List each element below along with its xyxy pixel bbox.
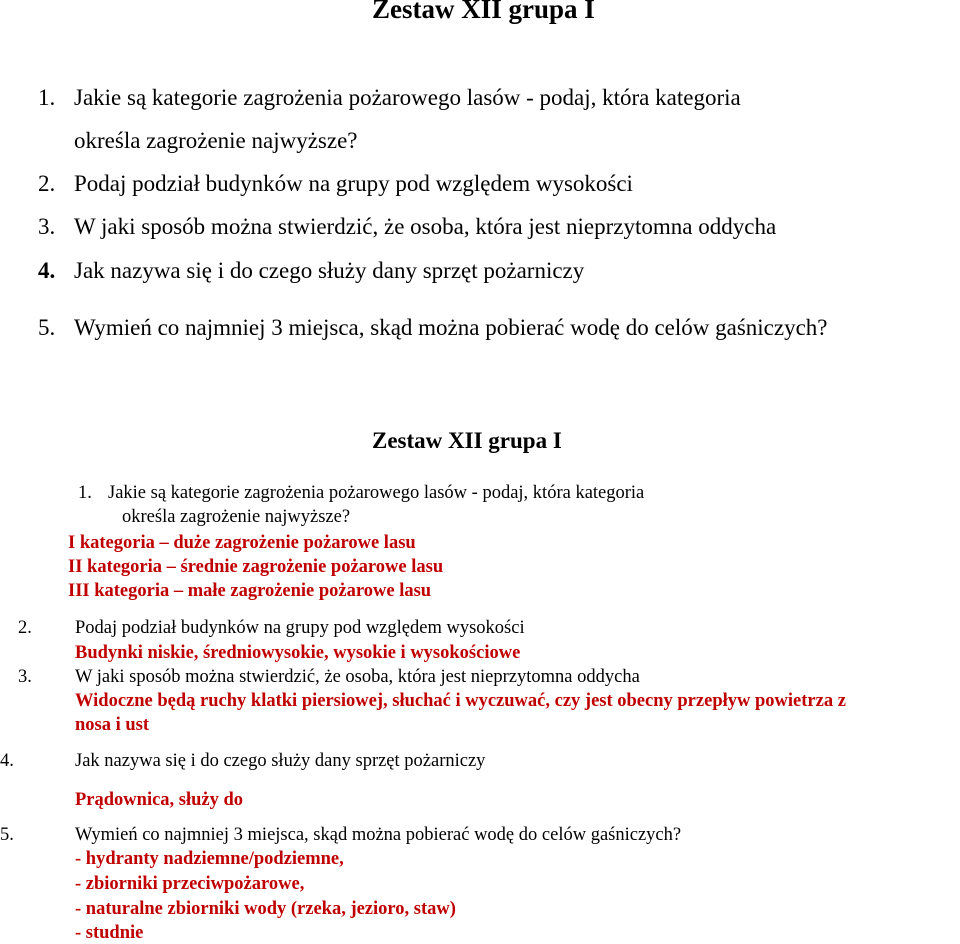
answer-1-line-1: I kategoria – duże zagrożenie pożarowe lasu xyxy=(68,533,416,553)
top-question-4-text: Jak nazywa się i do czego służy dany sprzęt pożarniczy xyxy=(74,258,585,283)
top-question-2-number: 2. xyxy=(38,171,56,196)
bottom-question-4-number: 4. xyxy=(0,751,14,771)
bottom-question-2-text: Podaj podział budynków na grupy pod względem wysokości xyxy=(75,618,525,638)
answer-1-line-2: II kategoria – średnie zagrożenie pożarowe lasu xyxy=(68,557,444,577)
bottom-question-5 xyxy=(0,826,681,845)
answer-5-line-1: - hydranty nadziemne/podziemne, xyxy=(75,849,344,869)
top-question-5-number: 5. xyxy=(38,315,56,340)
bottom-question-2 xyxy=(18,619,525,638)
top-question-2 xyxy=(38,172,633,195)
answer-4: Prądownica, służy do xyxy=(75,790,244,810)
top-question-2-text: Podaj podział budynków na grupy pod względem wysokości xyxy=(74,171,633,196)
bottom-question-2-number: 2. xyxy=(18,618,32,638)
bottom-question-1-number: 1. xyxy=(78,483,92,503)
top-question-1-number: 1. xyxy=(38,85,56,110)
bottom-question-4-text: Jak nazywa się i do czego służy dany sprzęt pożarniczy xyxy=(75,751,486,771)
bottom-question-3-number: 3. xyxy=(18,667,32,687)
answer-5-line-3: - naturalne zbiorniki wody (rzeka, jezioro, staw) xyxy=(75,899,456,919)
bottom-question-3 xyxy=(18,668,640,687)
top-title: Zestaw XII grupa I xyxy=(372,0,595,24)
top-question-3 xyxy=(38,215,776,238)
bottom-question-1-continuation: określa zagrożenie najwyższe? xyxy=(122,507,351,527)
top-question-1-continuation: określa zagrożenie najwyższe? xyxy=(74,128,358,153)
answer-5-line-2: - zbiorniki przeciwpożarowe, xyxy=(75,874,305,894)
top-question-4 xyxy=(38,259,584,282)
bottom-question-4 xyxy=(0,752,485,771)
answer-2: Budynki niskie, średniowysokie, wysokie i wysokościowe xyxy=(75,643,521,663)
bottom-question-1-text: Jakie są kategorie zagrożenia pożarowego lasów - podaj, która kategoria xyxy=(108,483,645,503)
answer-3-line-2: nosa i ust xyxy=(75,715,150,735)
answer-3-line-1: Widoczne będą ruchy klatki piersiowej, słuchać i wyczuwać, czy jest obecny przepływ powietrza z xyxy=(75,691,846,711)
bottom-question-5-text: Wymień co najmniej 3 miejsca, skąd można pobierać wodę do celów gaśniczych? xyxy=(75,825,682,845)
top-question-4-number: 4. xyxy=(38,258,56,283)
bottom-question-5-number: 5. xyxy=(0,825,14,845)
top-question-1 xyxy=(38,86,741,109)
bottom-title: Zestaw XII grupa I xyxy=(372,428,562,453)
answer-5-line-4: - studnie xyxy=(75,923,144,943)
answer-1-line-3: III kategoria – małe zagrożenie pożarowe lasu xyxy=(68,581,432,601)
bottom-question-1 xyxy=(78,484,644,503)
top-question-1-text: Jakie są kategorie zagrożenia pożarowego lasów - podaj, która kategoria xyxy=(74,85,741,110)
top-question-5 xyxy=(38,316,828,339)
top-question-3-text: W jaki sposób można stwierdzić, że osoba, która jest nieprzytomna oddycha xyxy=(74,214,777,239)
top-question-3-number: 3. xyxy=(38,214,56,239)
top-question-5-text: Wymień co najmniej 3 miejsca, skąd można pobierać wodę do celów gaśniczych? xyxy=(74,315,828,340)
bottom-question-3-text: W jaki sposób można stwierdzić, że osoba, która jest nieprzytomna oddycha xyxy=(75,667,640,687)
